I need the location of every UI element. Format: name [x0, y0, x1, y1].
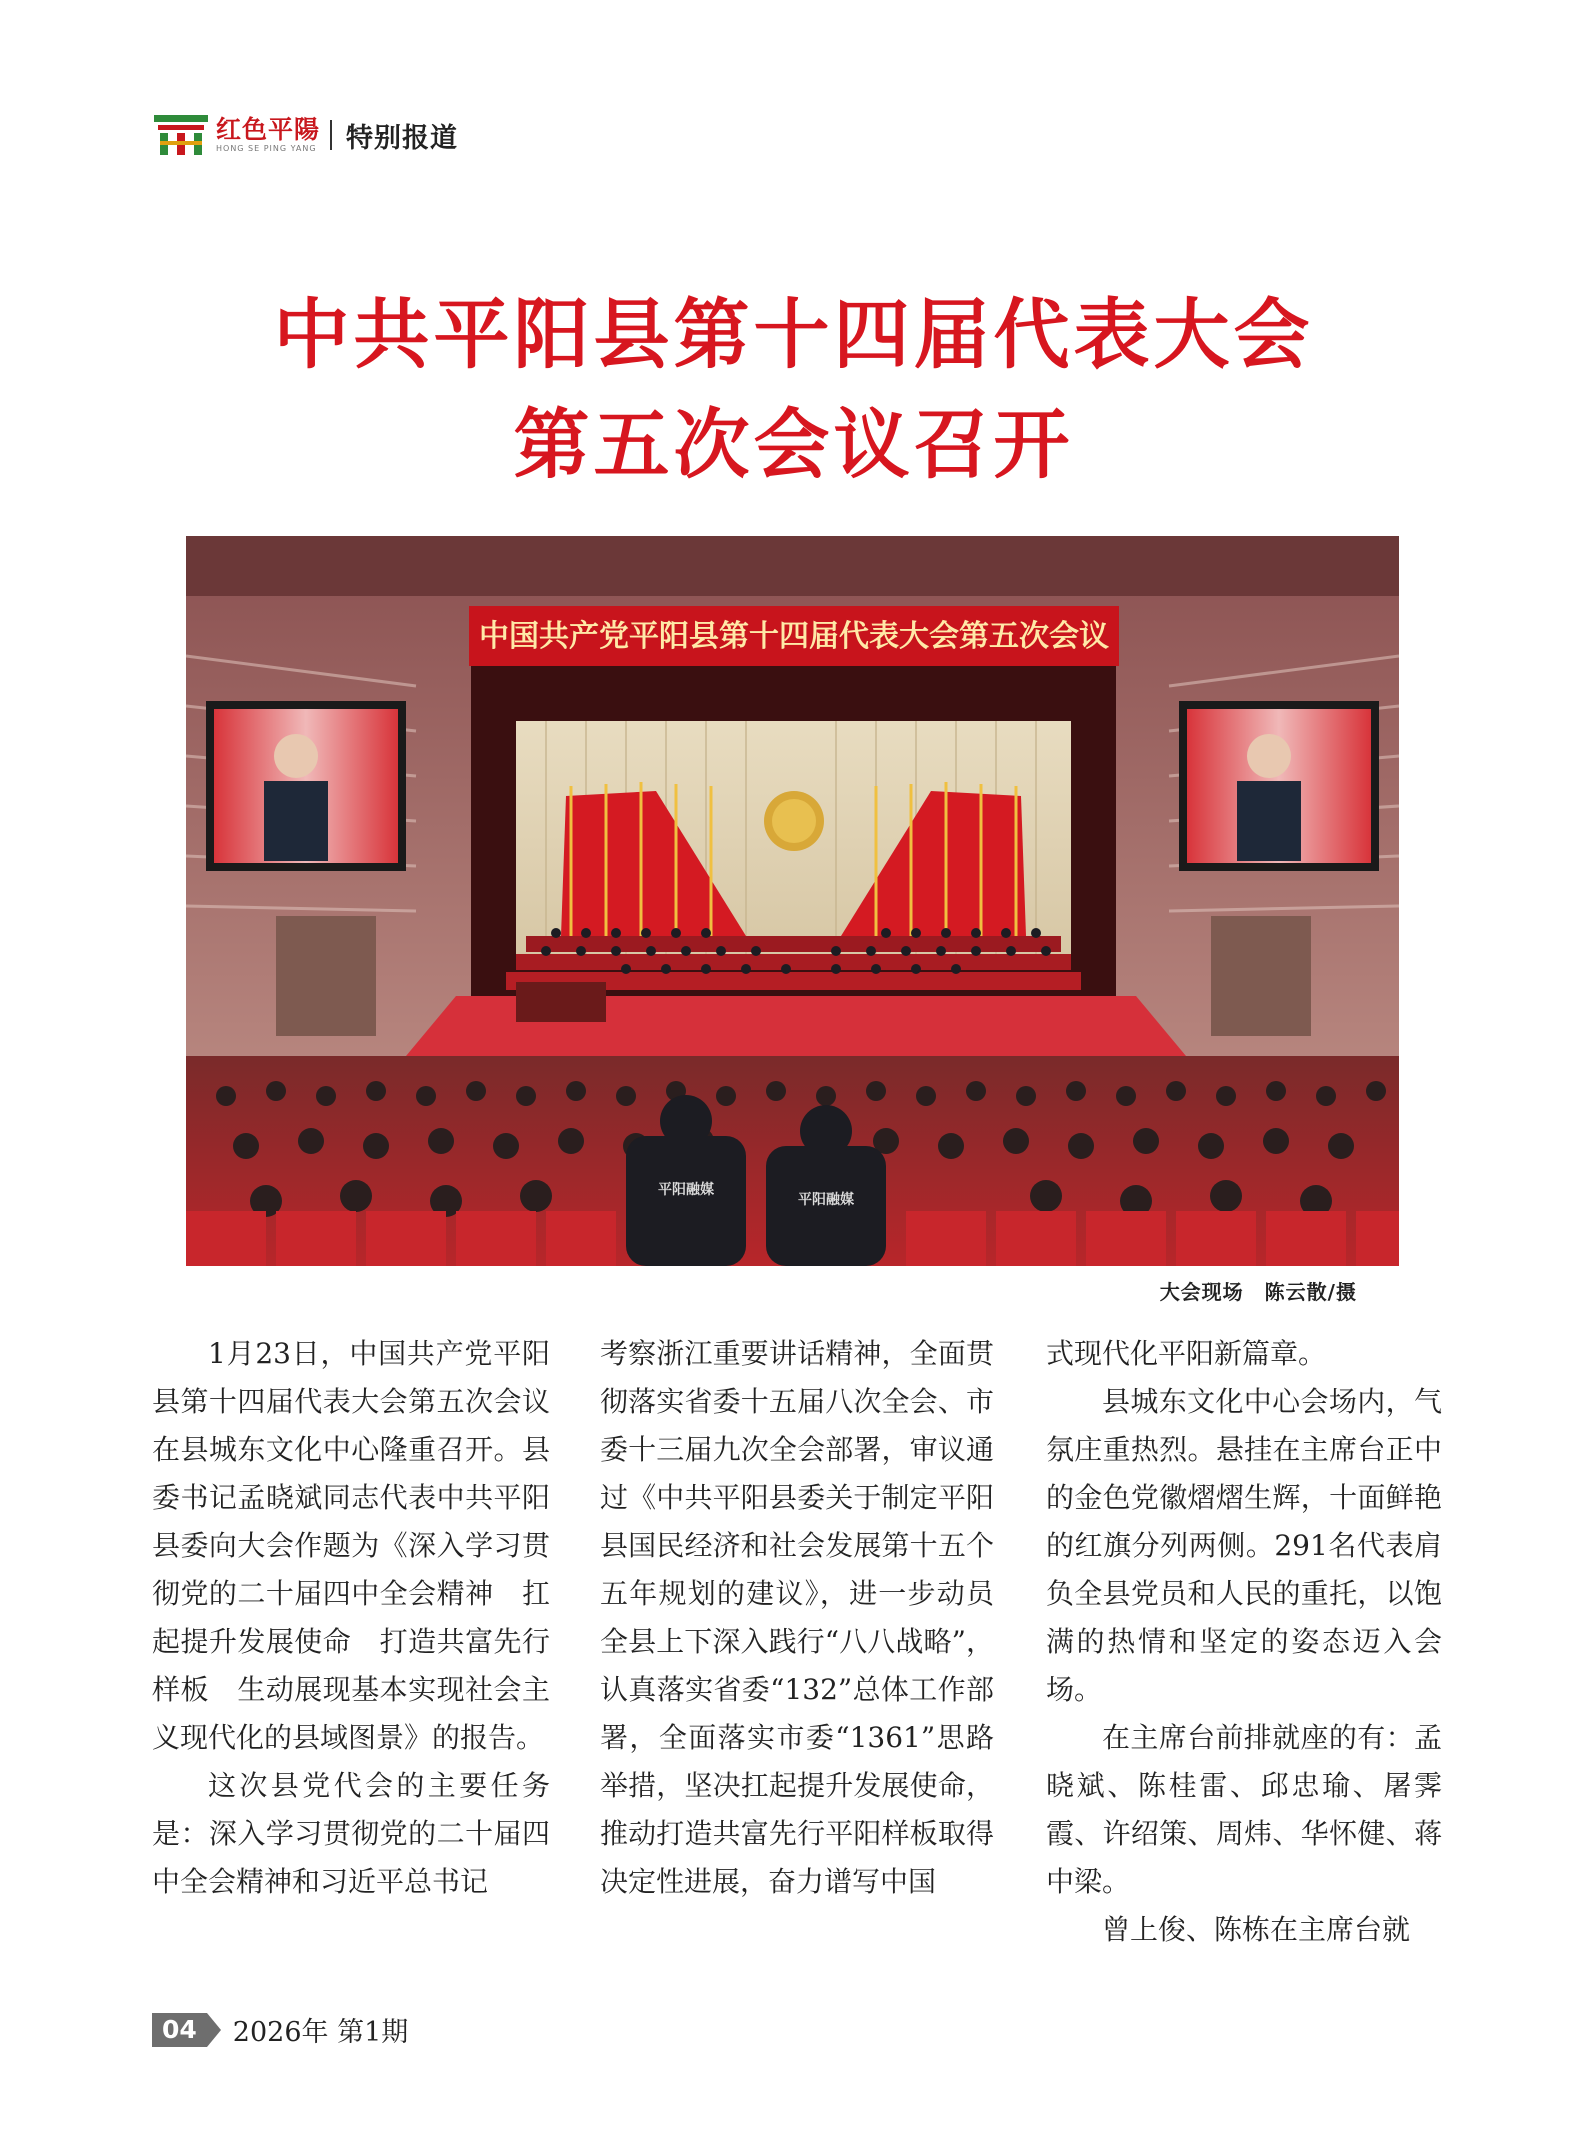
- vest-text-left: 平阳融媒: [658, 1182, 714, 1198]
- article-title-line-1: 中共平阳县第十四届代表大会: [273, 290, 1314, 379]
- stage-banner-text: 中国共产党平阳县第十四届代表大会第五次会议: [479, 619, 1109, 654]
- body-column-3: [1046, 1330, 1442, 1954]
- conference-photo: [186, 536, 1399, 1266]
- logo-wordmark: [216, 116, 320, 154]
- page-footer: [152, 2010, 408, 2049]
- header-divider: [330, 120, 332, 150]
- body-column-1: [152, 1330, 550, 1906]
- paragraph: 县城东文化中心会场内，气氛庄重热烈。悬挂在主席台正中的金色党徽熠熠生辉，十面鲜艳的红旗分列两侧。291名代表肩负全县党员和人民的重托，以饱满的热情和坚定的姿态迈入会场。: [1046, 1385, 1442, 1706]
- paragraph: 1月23日，中国共产党平阳县第十四届代表大会第五次会议在县城东文化中心隆重召开。县委书记孟晓斌同志代表中共平阳县委向大会作题为《深入学习贯彻党的二十届四中全会精神 扛起提升发展使命 打造共富先行样板 生动展现基本实现社会主义现代化的县域图景》的报告。: [152, 1337, 550, 1754]
- masthead: [152, 112, 458, 158]
- photo-caption: 大会现场 陈云散/摄: [1159, 1280, 1357, 1304]
- vest-text-right: 平阳融媒: [798, 1192, 854, 1208]
- paragraph: 考察浙江重要讲话精神，全面贯彻落实省委十五届八次全会、市委十三届九次全会部署，审议通过《中共平阳县委关于制定平阳县国民经济和社会发展第十五个五年规划的建议》，进一步动员全县上下深入践行“八八战略”，认真落实省委“132”总体工作部署，全面落实市委“1361”思路举措，坚决扛起提升发展使命，推动打造共富先行平阳样板取得决定性进展，奋力谱写中国: [600, 1337, 994, 1898]
- paragraph: 这次县党代会的主要任务是：深入学习贯彻党的二十届四中全会精神和习近平总书记: [152, 1769, 550, 1898]
- paragraph: 在主席台前排就座的有：孟晓斌、陈桂雷、邱忠瑜、屠霁霞、许绍策、周炜、华怀健、蒋中梁。: [1046, 1721, 1442, 1898]
- article-title-line-2: 第五次会议召开: [513, 400, 1074, 489]
- paragraph: 曾上俊、陈栋在主席台就: [1102, 1913, 1411, 1946]
- logo-english: HONG SE PING YANG: [216, 144, 317, 153]
- page-number: 04: [152, 2013, 207, 2047]
- logo-chinese: 红色平陽: [216, 115, 321, 144]
- logo-icon: [152, 113, 210, 157]
- issue-label: 2026年 第1期: [232, 2017, 409, 2048]
- section-label: 特别报道: [346, 122, 459, 154]
- paragraph: 式现代化平阳新篇章。: [1046, 1337, 1327, 1370]
- body-column-2: [600, 1330, 994, 1906]
